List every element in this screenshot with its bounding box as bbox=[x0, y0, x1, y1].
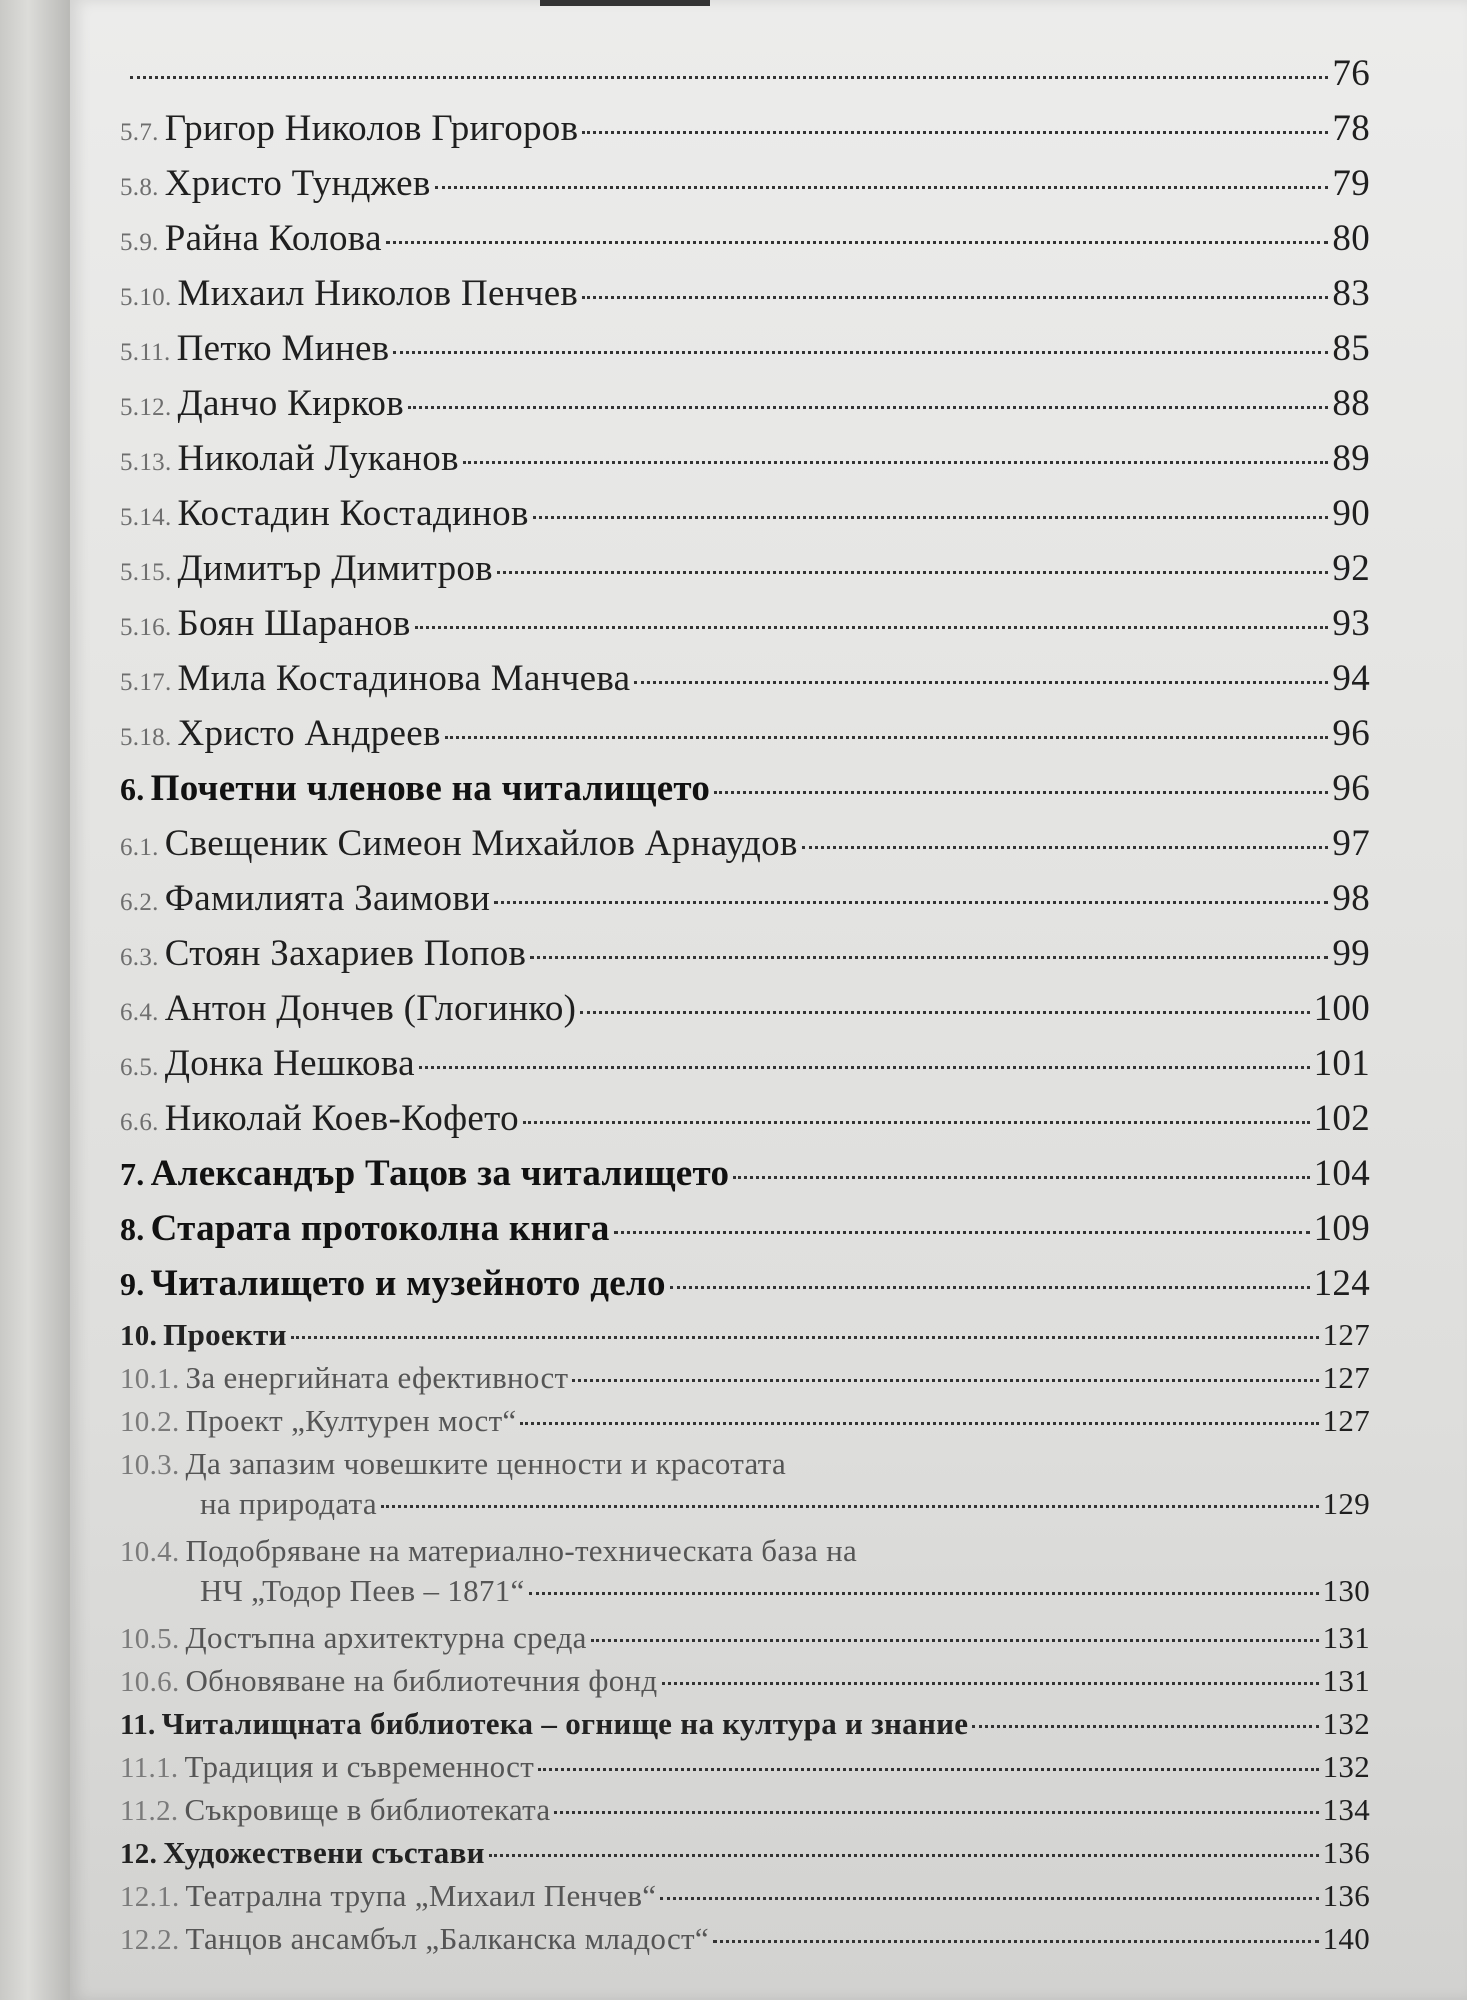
leader-dots bbox=[530, 956, 1328, 959]
leader-dots bbox=[714, 791, 1328, 794]
entry-number: 7. bbox=[120, 1156, 145, 1192]
entry-title: Съкровище в библиотеката bbox=[184, 1792, 551, 1827]
leader-dots bbox=[670, 1286, 1310, 1289]
leader-dots bbox=[634, 681, 1328, 684]
entry-page: 99 bbox=[1332, 933, 1370, 974]
entry-page: 104 bbox=[1313, 1153, 1370, 1194]
leader-dots bbox=[538, 1768, 1319, 1771]
entry-number: 5.8. bbox=[120, 174, 159, 201]
entry-title: Николай Луканов bbox=[177, 438, 459, 479]
toc-entry bbox=[120, 1403, 1370, 1446]
entry-title: Григор Николов Григоров bbox=[164, 108, 579, 149]
entry-number: 12.1. bbox=[120, 1881, 180, 1913]
toc-entry bbox=[120, 602, 1370, 657]
leader-dots bbox=[972, 1725, 1318, 1728]
entry-page: 78 bbox=[1332, 108, 1370, 149]
entry-number: 10.6. bbox=[120, 1666, 180, 1698]
entry-page: 83 bbox=[1332, 273, 1370, 314]
entry-page: 140 bbox=[1322, 1921, 1370, 1956]
entry-title: Христо Тунджев bbox=[164, 163, 431, 204]
entry-page: 132 bbox=[1322, 1749, 1370, 1784]
entry-number: 6.3. bbox=[120, 944, 159, 971]
toc-entry-10-4 bbox=[120, 1533, 1370, 1620]
entry-number: 12. bbox=[120, 1838, 158, 1870]
entry-number: 6.1. bbox=[120, 834, 159, 861]
toc-entry bbox=[120, 1921, 1370, 1964]
entry-number: 6.2. bbox=[120, 889, 159, 916]
leader-dots bbox=[533, 516, 1329, 519]
entry-page: 127 bbox=[1322, 1317, 1370, 1352]
leader-dots bbox=[489, 1854, 1319, 1857]
entry-number: 5.14. bbox=[120, 504, 172, 531]
toc-entry bbox=[120, 1152, 1370, 1207]
toc-entry bbox=[120, 437, 1370, 492]
entry-title: Читалището и музейното дело bbox=[150, 1263, 666, 1304]
entry-page: 76 bbox=[1332, 53, 1370, 94]
entry-page: 127 bbox=[1322, 1403, 1370, 1438]
leader-dots bbox=[408, 406, 1328, 409]
leader-dots bbox=[582, 131, 1328, 134]
toc-entry bbox=[120, 1262, 1370, 1317]
entry-number: 10.5. bbox=[120, 1623, 180, 1655]
entry-page: 97 bbox=[1332, 823, 1370, 864]
entry-page: 132 bbox=[1322, 1706, 1370, 1741]
leader-dots bbox=[529, 1592, 1319, 1595]
toc-entry bbox=[120, 1317, 1370, 1360]
entry-page: 85 bbox=[1332, 328, 1370, 369]
toc-entry bbox=[120, 52, 1370, 107]
leader-dots bbox=[520, 1422, 1318, 1425]
entry-title: Достъпна архитектурна среда bbox=[185, 1620, 587, 1655]
leader-dots bbox=[415, 626, 1329, 629]
entry-page: 80 bbox=[1332, 218, 1370, 259]
entry-page: 127 bbox=[1322, 1360, 1370, 1395]
entry-page: 92 bbox=[1332, 548, 1370, 589]
entry-number: 11.1. bbox=[120, 1752, 179, 1784]
toc-entry bbox=[120, 1792, 1370, 1835]
toc-entry bbox=[120, 1706, 1370, 1749]
entry-title-continued: НЧ „Тодор Пеев – 1871“ bbox=[200, 1573, 525, 1608]
toc-entry bbox=[120, 547, 1370, 602]
table-of-contents bbox=[120, 52, 1370, 1964]
entry-title: Читалищната библиотека – огнище на култура и знание bbox=[161, 1706, 969, 1741]
entry-title: Антон Дончев (Глогинко) bbox=[164, 988, 577, 1029]
entry-title: Петко Минев bbox=[176, 328, 390, 369]
leader-dots bbox=[614, 1231, 1310, 1234]
leader-dots bbox=[582, 296, 1328, 299]
entry-title: Димитър Димитров bbox=[177, 548, 493, 589]
entry-title: Фамилията Заимови bbox=[164, 878, 491, 919]
entry-title: Да запазим човешките ценности и красотата bbox=[185, 1446, 787, 1481]
entry-page: 109 bbox=[1313, 1208, 1370, 1249]
entry-number: 5.10. bbox=[120, 284, 172, 311]
entry-number: 10.3. bbox=[120, 1449, 180, 1481]
entry-number: 9. bbox=[120, 1266, 145, 1302]
entry-title: Почетни членове на читалището bbox=[150, 768, 711, 809]
leader-dots bbox=[497, 571, 1328, 574]
top-rule bbox=[540, 0, 710, 6]
toc-section-5 bbox=[120, 52, 1370, 767]
entry-number: 10.2. bbox=[120, 1406, 180, 1438]
entry-title: Костадин Костадинов bbox=[177, 493, 529, 534]
entry-page: 129 bbox=[1322, 1486, 1370, 1521]
entry-number: 5.12. bbox=[120, 394, 172, 421]
entry-page: 98 bbox=[1332, 878, 1370, 919]
entry-title: Подобряване на материално-техническата база на bbox=[185, 1533, 858, 1568]
entry-title: Театрална трупа „Михаил Пенчев“ bbox=[185, 1878, 657, 1913]
toc-section-6-10 bbox=[120, 767, 1370, 1446]
entry-number: 8. bbox=[120, 1211, 145, 1247]
left-page-edge bbox=[0, 0, 70, 2000]
toc-entry bbox=[120, 1620, 1370, 1663]
entry-number: 10.1. bbox=[120, 1363, 180, 1395]
entry-page: 102 bbox=[1313, 1098, 1370, 1139]
entry-page: 79 bbox=[1332, 163, 1370, 204]
leader-dots bbox=[130, 76, 1328, 79]
leader-dots bbox=[713, 1940, 1319, 1943]
toc-entry bbox=[120, 987, 1370, 1042]
toc-entry bbox=[120, 327, 1370, 382]
entry-number: 12.2. bbox=[120, 1924, 180, 1956]
entry-title: Донка Нешкова bbox=[164, 1043, 415, 1084]
toc-entry bbox=[120, 822, 1370, 877]
entry-page: 88 bbox=[1332, 383, 1370, 424]
entry-title: Михаил Николов Пенчев bbox=[177, 273, 579, 314]
toc-entry bbox=[120, 492, 1370, 547]
leader-dots bbox=[381, 1505, 1319, 1508]
toc-entry-10-3 bbox=[120, 1446, 1370, 1533]
entry-title: За енергийната ефективност bbox=[185, 1360, 569, 1395]
entry-page: 96 bbox=[1332, 768, 1370, 809]
entry-title: Александър Тацов за читалището bbox=[150, 1153, 730, 1194]
entry-number: 11. bbox=[120, 1709, 156, 1741]
entry-page: 131 bbox=[1322, 1620, 1370, 1655]
entry-title: Боян Шаранов bbox=[177, 603, 411, 644]
leader-dots bbox=[554, 1811, 1318, 1814]
toc-entry bbox=[120, 932, 1370, 987]
entry-number: 10. bbox=[120, 1320, 158, 1352]
leader-dots bbox=[572, 1379, 1318, 1382]
entry-page: 94 bbox=[1332, 658, 1370, 699]
leader-dots bbox=[494, 901, 1328, 904]
entry-number: 5.13. bbox=[120, 449, 172, 476]
toc-section-10-12 bbox=[120, 1620, 1370, 1964]
toc-entry bbox=[120, 1749, 1370, 1792]
toc-entry bbox=[120, 1097, 1370, 1152]
entry-title: Обновяване на библиотечния фонд bbox=[185, 1663, 658, 1698]
toc-entry bbox=[120, 162, 1370, 217]
toc-entry bbox=[120, 382, 1370, 437]
leader-dots bbox=[393, 351, 1328, 354]
leader-dots bbox=[419, 1066, 1310, 1069]
leader-dots bbox=[802, 846, 1329, 849]
leader-dots bbox=[435, 186, 1329, 189]
toc-entry bbox=[120, 1042, 1370, 1097]
leader-dots bbox=[580, 1011, 1309, 1014]
entry-number: 6.6. bbox=[120, 1109, 159, 1136]
toc-entry bbox=[120, 1835, 1370, 1878]
entry-title: Проекти bbox=[163, 1317, 287, 1352]
entry-page: 89 bbox=[1332, 438, 1370, 479]
toc-entry bbox=[120, 217, 1370, 272]
entry-number: 5.16. bbox=[120, 614, 172, 641]
entry-title: Райна Колова bbox=[164, 218, 382, 259]
entry-title: Танцов ансамбъл „Балканска младост“ bbox=[185, 1921, 709, 1956]
book-page bbox=[70, 0, 1467, 2000]
entry-number: 5.9. bbox=[120, 229, 159, 256]
entry-page: 131 bbox=[1322, 1663, 1370, 1698]
entry-number: 11.2. bbox=[120, 1795, 179, 1827]
entry-title: Проект „Културен мост“ bbox=[185, 1403, 517, 1438]
toc-entry bbox=[120, 712, 1370, 767]
leader-dots bbox=[386, 241, 1329, 244]
entry-page: 124 bbox=[1313, 1263, 1370, 1304]
entry-number: 5.11. bbox=[120, 339, 171, 366]
leader-dots bbox=[463, 461, 1329, 464]
entry-number: 5.7. bbox=[120, 119, 159, 146]
leader-dots bbox=[445, 736, 1329, 739]
toc-entry bbox=[120, 1360, 1370, 1403]
toc-entry bbox=[120, 1207, 1370, 1262]
entry-number: 5.18. bbox=[120, 724, 172, 751]
leader-dots bbox=[291, 1336, 1319, 1339]
toc-entry bbox=[120, 877, 1370, 932]
toc-entry bbox=[120, 272, 1370, 327]
entry-title: Стоян Захариев Попов bbox=[164, 933, 527, 974]
entry-title: Художествени състави bbox=[163, 1835, 485, 1870]
leader-dots bbox=[660, 1897, 1318, 1900]
entry-number: 6.4. bbox=[120, 999, 159, 1026]
entry-number: 5.15. bbox=[120, 559, 172, 586]
entry-title: Христо Андреев bbox=[177, 713, 441, 754]
entry-page: 93 bbox=[1332, 603, 1370, 644]
entry-number: 6. bbox=[120, 771, 145, 807]
leader-dots bbox=[662, 1682, 1319, 1685]
entry-title: Свещеник Симеон Михайлов Арнаудов bbox=[164, 823, 798, 864]
toc-entry bbox=[120, 767, 1370, 822]
toc-entry bbox=[120, 657, 1370, 712]
entry-number: 10.4. bbox=[120, 1536, 180, 1568]
leader-dots bbox=[733, 1176, 1309, 1179]
entry-page: 130 bbox=[1322, 1573, 1370, 1608]
entry-page: 96 bbox=[1332, 713, 1370, 754]
entry-page: 134 bbox=[1322, 1792, 1370, 1827]
entry-title-continued: на природата bbox=[200, 1486, 377, 1521]
entry-page: 136 bbox=[1322, 1878, 1370, 1913]
entry-page: 136 bbox=[1322, 1835, 1370, 1870]
entry-number: 6.5. bbox=[120, 1054, 159, 1081]
entry-title: Николай Коев-Кофето bbox=[164, 1098, 519, 1139]
entry-page: 90 bbox=[1332, 493, 1370, 534]
leader-dots bbox=[523, 1121, 1310, 1124]
entry-title: Традиция и съвременност bbox=[184, 1749, 535, 1784]
entry-page: 101 bbox=[1313, 1043, 1370, 1084]
toc-entry bbox=[120, 107, 1370, 162]
entry-title: Данчо Кирков bbox=[177, 383, 404, 424]
toc-entry bbox=[120, 1878, 1370, 1921]
leader-dots bbox=[591, 1639, 1319, 1642]
entry-number: 5.17. bbox=[120, 669, 172, 696]
toc-entry bbox=[120, 1663, 1370, 1706]
entry-title: Старата протоколна книга bbox=[150, 1208, 610, 1249]
entry-page: 100 bbox=[1313, 988, 1370, 1029]
entry-title: Мила Костадинова Манчева bbox=[177, 658, 631, 699]
